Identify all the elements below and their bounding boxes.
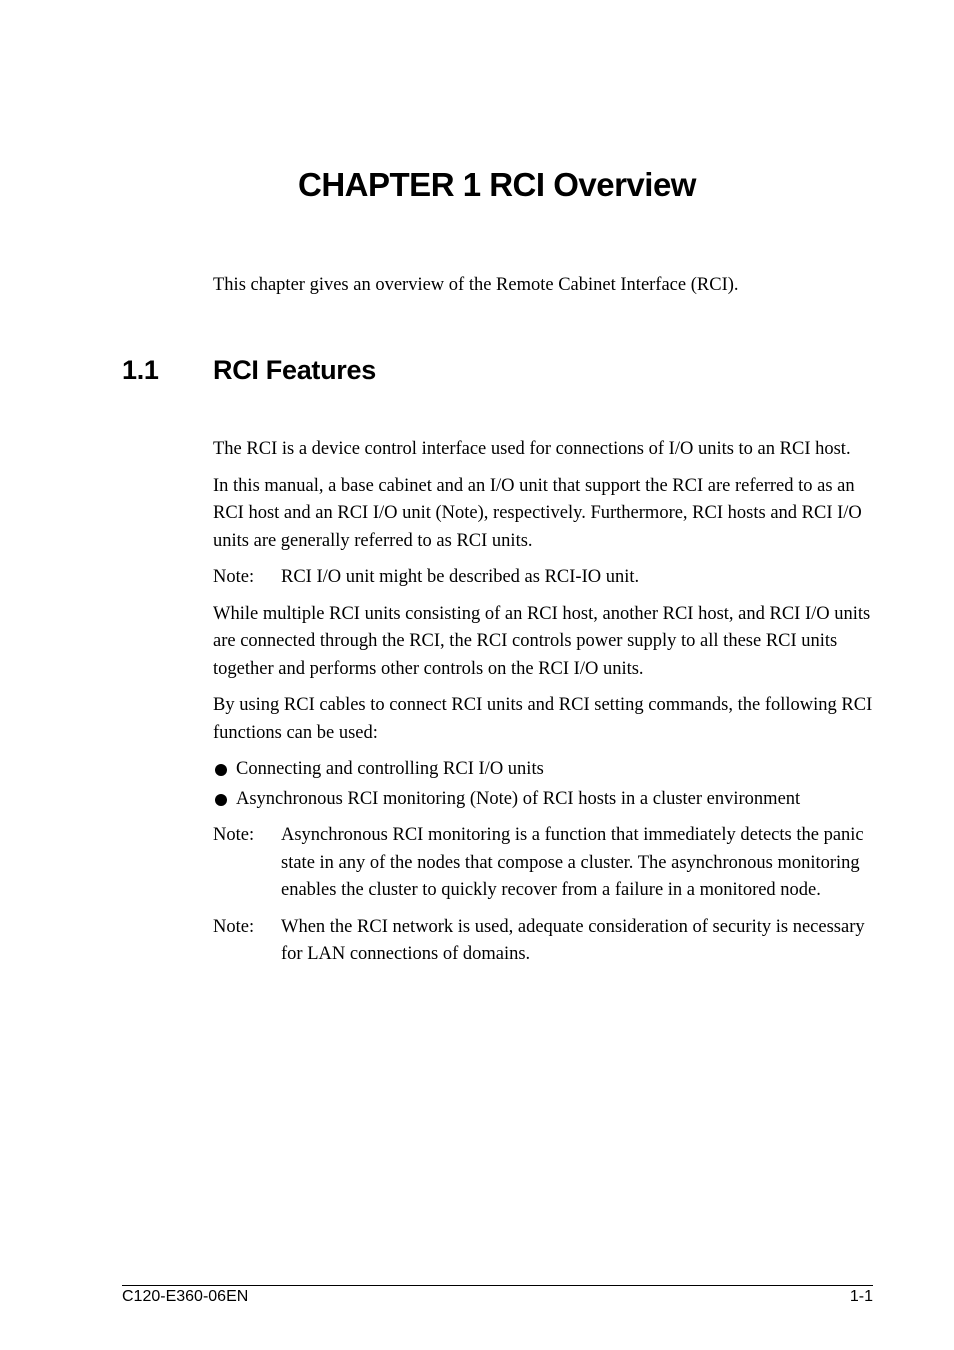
note bbox=[213, 914, 878, 969]
chapter-intro: This chapter gives an overview of the Remote Cabinet Interface (RCI). bbox=[213, 275, 739, 295]
section-heading bbox=[122, 355, 376, 386]
paragraph: While multiple RCI units consisting of an RCI host, another RCI host, and RCI I/O units are connected through the RCI, the RCI controls power supply to all these RCI units together and performs other controls on the RCI I/O units. bbox=[213, 603, 871, 679]
chapter-title: CHAPTER 1 RCI Overview bbox=[298, 166, 696, 203]
section-title: RCI Features bbox=[213, 355, 376, 385]
paragraph: The RCI is a device control interface used for connections of I/O units to an RCI host. bbox=[213, 439, 851, 459]
list-item bbox=[213, 786, 878, 814]
paragraph: By using RCI cables to connect RCI units and RCI setting commands, the following RCI functions can be used: bbox=[213, 695, 873, 743]
note-label: Note: bbox=[213, 567, 255, 587]
list-item-text: Asynchronous RCI monitoring (Note) of RCI hosts in a cluster environment bbox=[236, 788, 801, 809]
note bbox=[213, 822, 878, 905]
paragraph: In this manual, a base cabinet and an I/O unit that support the RCI are referred to as an RCI host and an RCI I/O unit (Note), respectively. Furthermore, RCI hosts and RCI I/O units are generally referred to as RCI units. bbox=[213, 475, 862, 551]
note bbox=[213, 564, 878, 592]
footer-divider bbox=[122, 1285, 873, 1286]
bullet-list bbox=[213, 756, 878, 813]
list-item-text: Connecting and controlling RCI I/O units bbox=[236, 759, 544, 779]
section-body bbox=[213, 436, 878, 978]
list-item bbox=[213, 756, 878, 784]
note-text: Asynchronous RCI monitoring is a function that immediately detects the panic state in any of the nodes that compose a cluster. The asynchronous monitoring enables the cluster to quickly recover from a failure in a monitored node. bbox=[281, 825, 864, 900]
bullet-icon bbox=[215, 794, 227, 806]
bullet-icon bbox=[215, 764, 227, 776]
section-number: 1.1 bbox=[122, 355, 159, 385]
footer-page-number: 1-1 bbox=[849, 1288, 873, 1305]
note-text: When the RCI network is used, adequate consideration of security is necessary for LAN connections of domains. bbox=[281, 916, 865, 964]
note-label: Note: bbox=[213, 825, 255, 845]
note-text: RCI I/O unit might be described as RCI-IO unit. bbox=[281, 567, 640, 587]
note-label: Note: bbox=[213, 916, 255, 937]
footer-doc-id: C120-E360-06EN bbox=[122, 1288, 249, 1305]
